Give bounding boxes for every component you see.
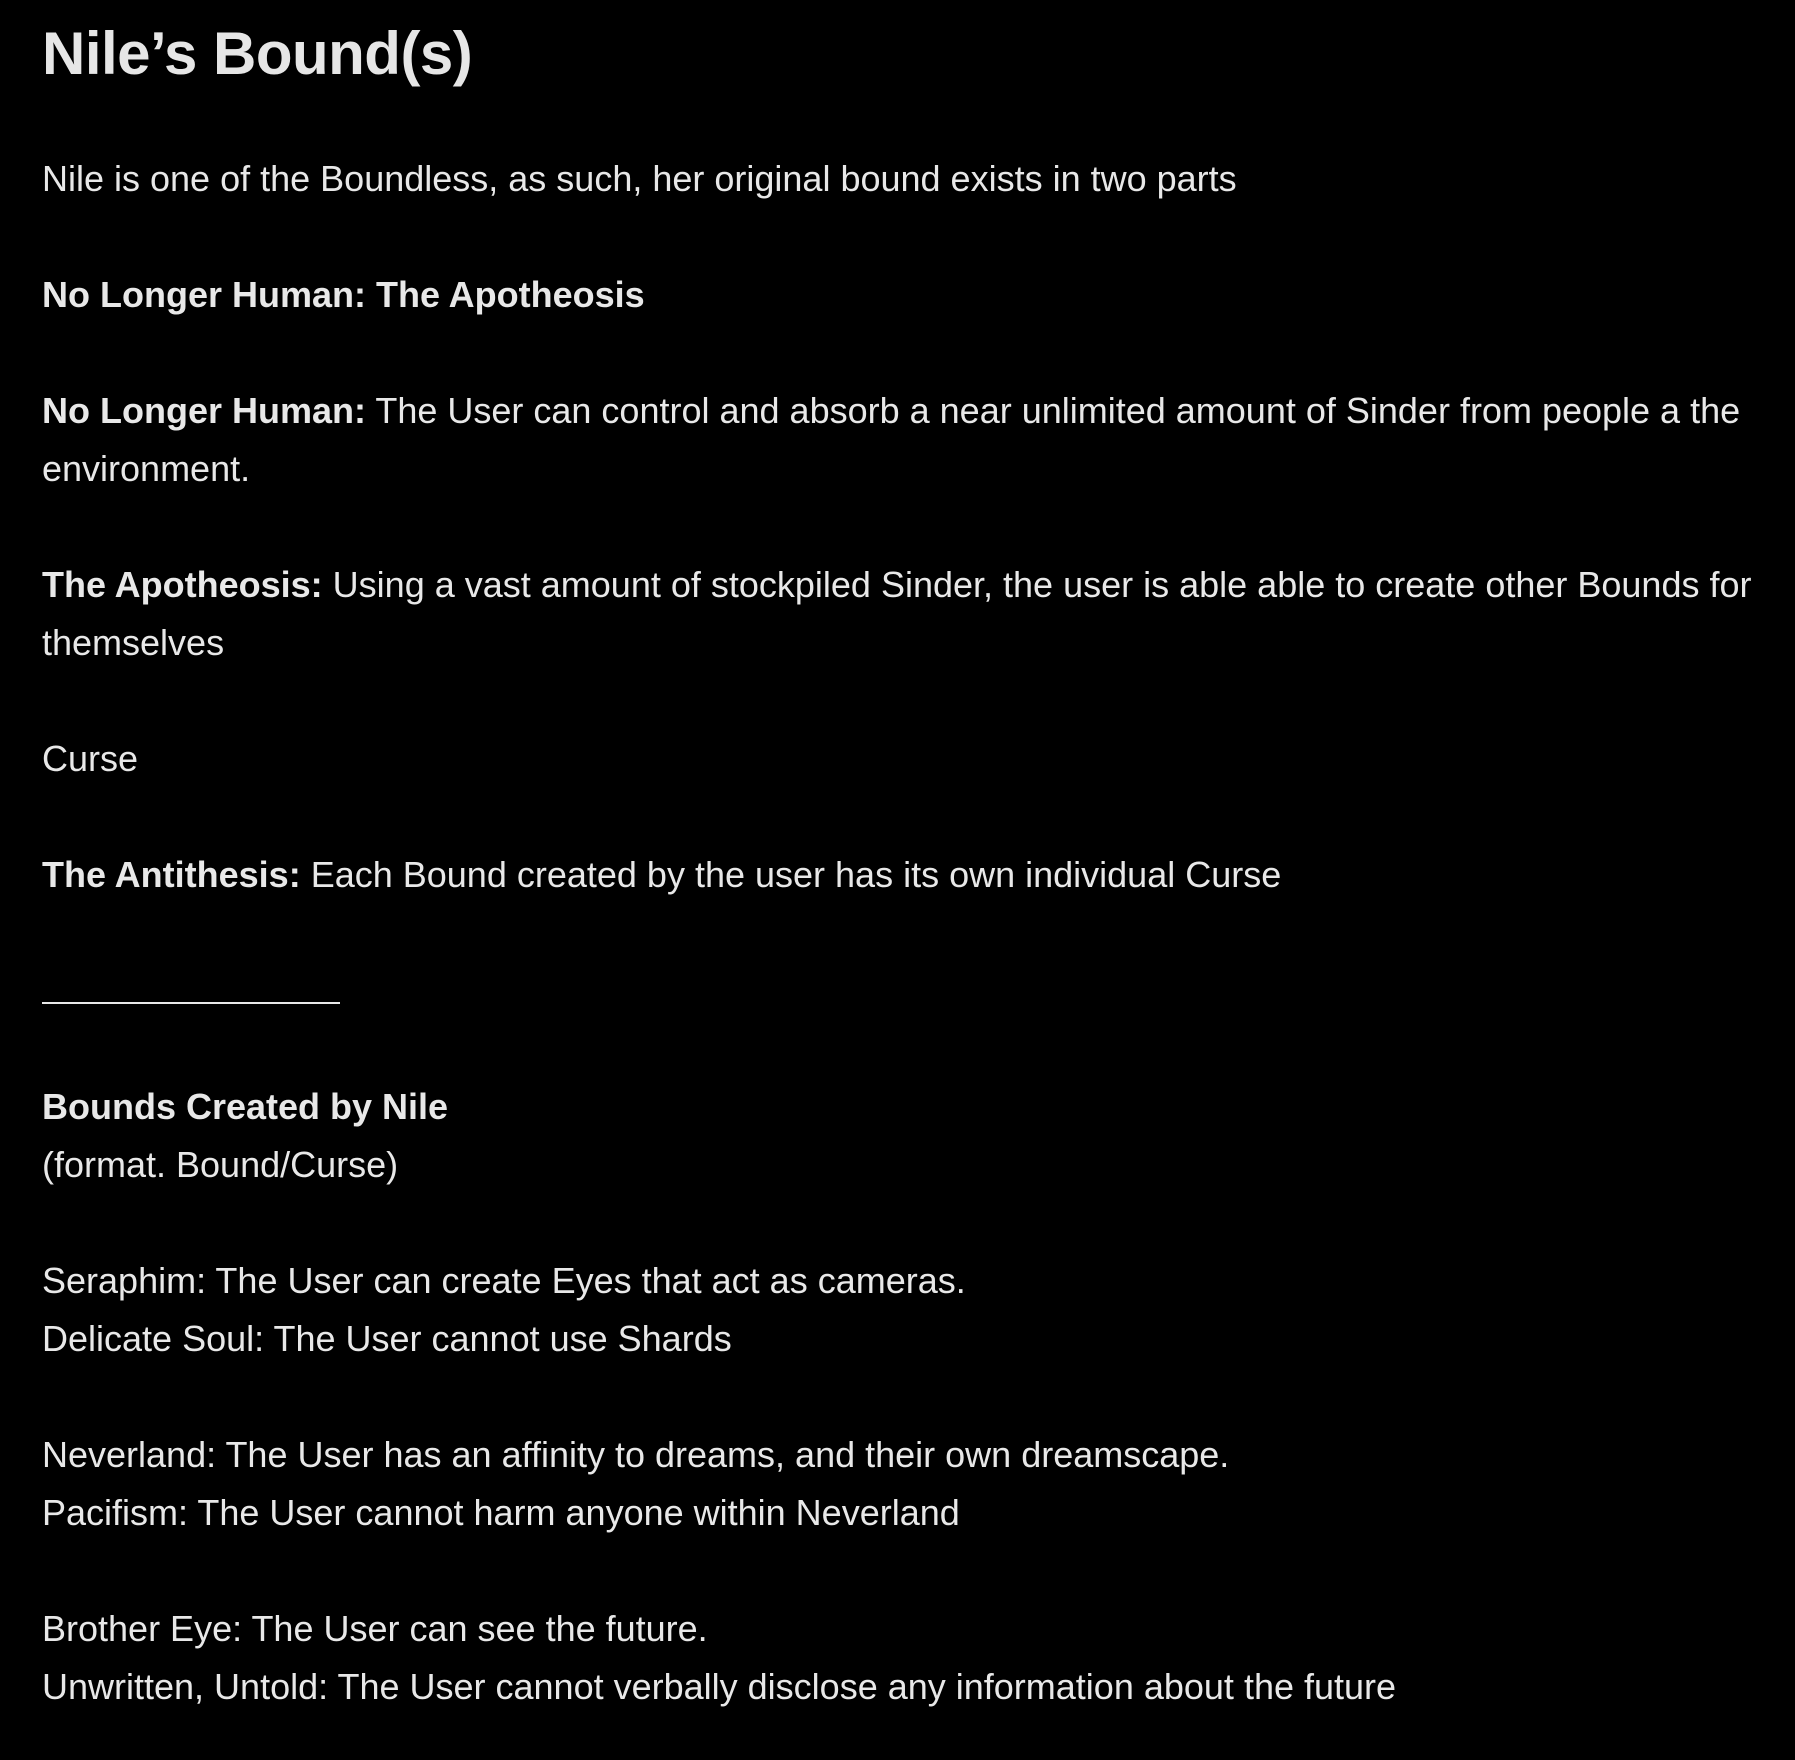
curse-antithesis xyxy=(42,846,1759,904)
spacer xyxy=(42,1368,1759,1426)
created-curse: Unwritten, Untold: The User cannot verbally disclose any information about the future xyxy=(42,1666,1397,1707)
created-bound: Neverland: The User has an affinity to dreams, and their own dreamscape. xyxy=(42,1434,1230,1475)
curse-label: The Antithesis: xyxy=(42,854,301,895)
divider xyxy=(42,962,1759,1020)
created-curse: Delicate Soul: The User cannot use Shards xyxy=(42,1318,732,1359)
spacer xyxy=(42,1194,1759,1252)
bound-part-text: Using a vast amount of stockpiled Sinder, the user is able able to create other Bounds for themselves xyxy=(42,564,1752,663)
format-note: (format. Bound/Curse) xyxy=(42,1144,399,1185)
created-curse: Pacifism: The User cannot harm anyone within Neverland xyxy=(42,1492,960,1533)
spacer xyxy=(42,208,1759,266)
curse-heading: Curse xyxy=(42,738,139,779)
created-bounds-heading: Bounds Created by Nile xyxy=(42,1086,449,1127)
section-heading: No Longer Human: The Apotheosis xyxy=(42,274,645,315)
spacer xyxy=(42,788,1759,846)
spacer xyxy=(42,1542,1759,1600)
document-body xyxy=(42,150,1759,1716)
bound-part-label: The Apotheosis: xyxy=(42,564,323,605)
curse-text: Each Bound created by the user has its own individual Curse xyxy=(300,854,1282,895)
created-bound: Seraphim: The User can create Eyes that act as cameras. xyxy=(42,1260,966,1301)
intro-text: Nile is one of the Boundless, as such, her original bound exists in two parts xyxy=(42,158,1237,199)
bound-part-apotheosis xyxy=(42,556,1759,672)
spacer xyxy=(42,498,1759,556)
bound-part-text: The User can control and absorb a near unlimited amount of Sinder from people a the environment. xyxy=(42,390,1741,489)
spacer xyxy=(42,672,1759,730)
bound-part-no-longer-human xyxy=(42,382,1759,498)
divider-line xyxy=(42,1002,340,1004)
spacer xyxy=(42,904,1759,962)
spacer xyxy=(42,324,1759,382)
created-bound: Brother Eye: The User can see the future. xyxy=(42,1608,708,1649)
bound-part-label: No Longer Human: xyxy=(42,390,366,431)
page-title: Nile’s Bound(s) xyxy=(42,20,473,87)
spacer xyxy=(42,1020,1759,1078)
